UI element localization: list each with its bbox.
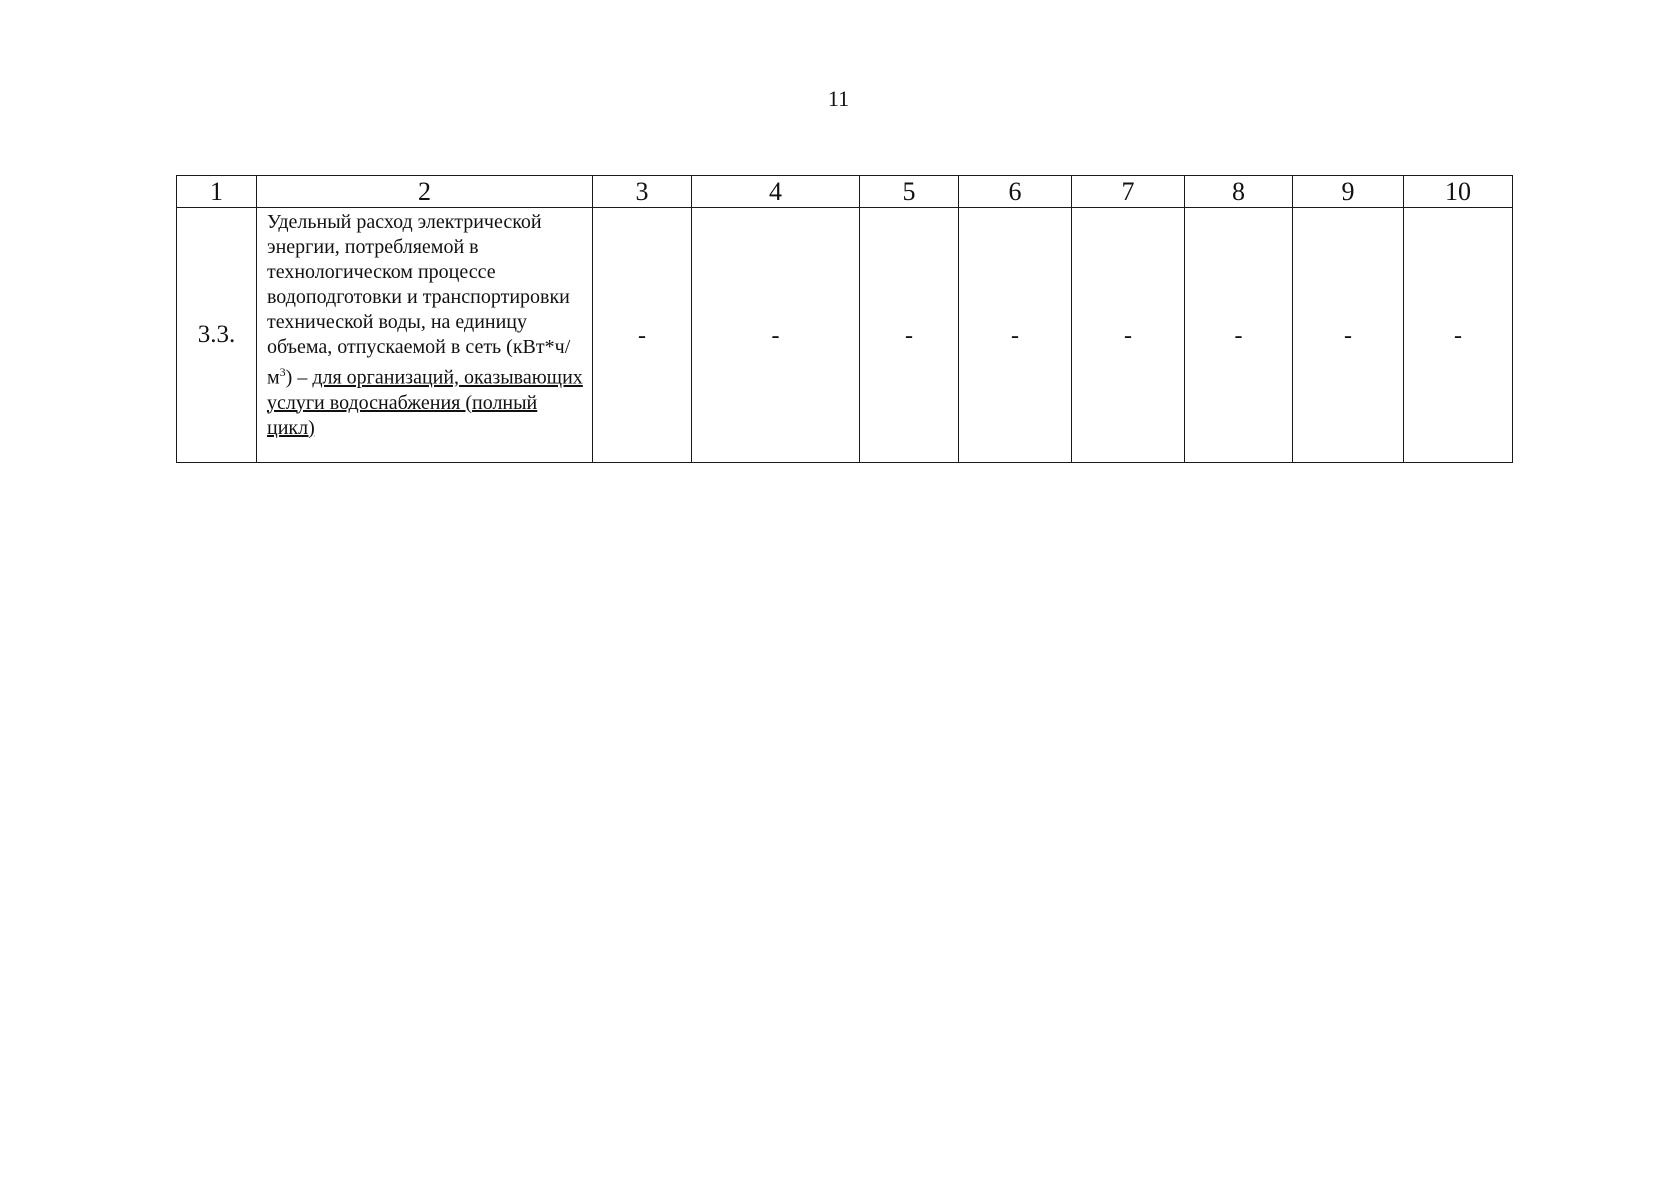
column-header-8: 8: [1185, 176, 1293, 208]
cell-col-5: [860, 208, 959, 463]
column-header-9: 9: [1293, 176, 1404, 208]
cell-col-9: [1293, 208, 1404, 463]
cell-value: -: [638, 323, 646, 349]
cell-col-4: [692, 208, 860, 463]
cell-col-6: [959, 208, 1072, 463]
cell-value: -: [1011, 323, 1019, 349]
row-id: 3.3.: [177, 208, 257, 463]
description-text-closing: ) –: [285, 366, 308, 389]
column-header-5: 5: [860, 176, 959, 208]
page-number: 11: [827, 86, 850, 111]
column-header-2: 2: [257, 176, 593, 208]
column-header-4: 4: [692, 176, 860, 208]
cell-value: -: [1234, 323, 1243, 349]
cell-value: -: [1344, 323, 1352, 349]
table-row: [177, 208, 1513, 463]
cell-col-3: [593, 208, 692, 463]
cell-value: -: [1124, 323, 1132, 349]
column-header-7: 7: [1072, 176, 1185, 208]
cell-col-10: [1404, 208, 1513, 463]
cell-value: -: [771, 323, 780, 349]
column-header-6: 6: [959, 176, 1072, 208]
cell-value: -: [1454, 323, 1462, 349]
cell-col-8: [1185, 208, 1293, 463]
column-header-1: 1: [177, 176, 257, 208]
header-row: [177, 176, 1513, 208]
column-header-10: 10: [1404, 176, 1513, 208]
cell-value: -: [905, 323, 913, 349]
data-table: [176, 175, 1513, 463]
row-description: [257, 208, 593, 463]
column-header-3: 3: [593, 176, 692, 208]
description-underlined: для организаций, оказывающих услуги водоснабжения (полный цикл): [267, 366, 583, 439]
cell-col-7: [1072, 208, 1185, 463]
description-superscript: 3: [279, 365, 286, 379]
description-text: Удельный расход электрической энергии, потребляемой в технологическом процессе водоподготовки и транспортировки технической воды, на единицу объема, отпускаемой в сеть (кВт*ч/м: [267, 211, 571, 389]
